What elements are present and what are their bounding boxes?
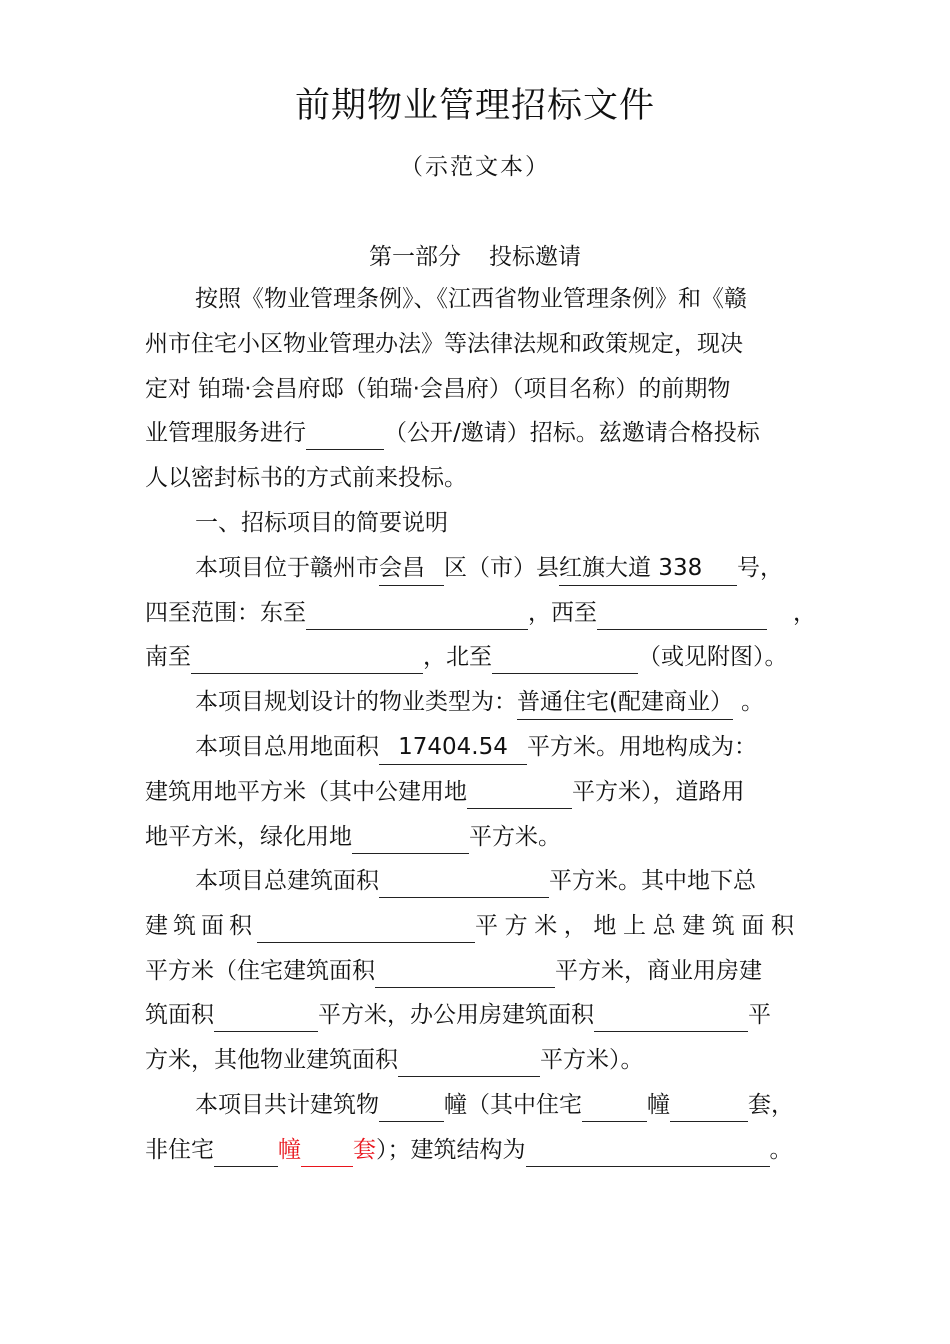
buildings-text-e: 非住宅 xyxy=(145,1137,214,1163)
property-type-line xyxy=(195,685,764,719)
non-residential-units-blank[interactable] xyxy=(301,1133,353,1167)
para1-line1: 按照《物业管理条例》、《江西省物业管理条例》和《赣 xyxy=(195,286,747,312)
land-line2 xyxy=(145,775,745,809)
location-text-a: 本项目位于赣州市 xyxy=(195,555,379,581)
tender-method-blank[interactable] xyxy=(306,416,384,450)
location-text-h: ，北至 xyxy=(423,644,492,670)
buildings-text-c: 幢 xyxy=(647,1092,670,1118)
north-boundary-blank[interactable] xyxy=(492,640,638,674)
land-text-b: 平方米。用地构成为： xyxy=(527,734,757,760)
para1-line2: 州市住宅小区物业管理办法》等法律法规和政策规定，现决 xyxy=(145,331,743,357)
total-building-area-blank[interactable] xyxy=(379,864,549,898)
building-area-text-i: 平 xyxy=(748,1002,771,1028)
building-area-line2 xyxy=(145,909,801,943)
part-heading xyxy=(0,238,950,271)
building-area-text-c: 建筑面积 xyxy=(145,913,257,939)
para1-line3: 定对 铂瑞·会昌府邸（铂瑞·会昌府）（项目名称）的前期物 xyxy=(145,376,731,402)
location-text-e: ，西至 xyxy=(528,600,597,626)
buildings-text-i: 。 xyxy=(769,1137,793,1163)
road-field[interactable]: 红旗大道 338 xyxy=(559,551,737,586)
document-title: 前期物业管理招标文件 xyxy=(294,86,655,126)
building-area-text-j: 方米，其他物业建筑面积 xyxy=(145,1047,398,1073)
building-area-text-f: 平方米，商业用房建 xyxy=(555,958,762,984)
part-number: 第一部分 xyxy=(369,244,461,270)
buildings-text-d: 套， xyxy=(748,1092,794,1118)
land-line3 xyxy=(145,820,561,854)
location-text-c: 号， xyxy=(737,555,783,581)
other-area-blank[interactable] xyxy=(398,1043,540,1077)
land-text-d: 平方米），道路用 xyxy=(572,779,745,805)
building-area-line3 xyxy=(145,954,762,988)
location-line1 xyxy=(195,551,783,585)
residential-area-blank[interactable] xyxy=(375,954,555,988)
total-buildings-blank[interactable] xyxy=(379,1088,444,1122)
building-area-text-k: 平方米）。 xyxy=(540,1047,644,1073)
land-text-c: 建筑用地平方米（其中公建用地 xyxy=(145,779,467,805)
section-heading: 一、招标项目的简要说明 xyxy=(195,510,448,536)
building-area-line4 xyxy=(145,998,771,1032)
residential-buildings-blank[interactable] xyxy=(582,1088,647,1122)
land-line1 xyxy=(195,730,757,764)
building-area-line5 xyxy=(145,1043,644,1077)
commercial-area-blank[interactable] xyxy=(214,998,318,1032)
para1-line4 xyxy=(145,416,760,450)
land-text-f: 平方米。 xyxy=(469,824,561,850)
west-boundary-blank[interactable] xyxy=(597,596,767,630)
property-type-text-b: 。 xyxy=(740,689,764,715)
residential-units-blank[interactable] xyxy=(670,1088,748,1122)
green-land-blank[interactable] xyxy=(352,820,469,854)
buildings-text-a: 本项目共计建筑物 xyxy=(195,1092,379,1118)
para1-line5: 人以密封标书的方式前来投标。 xyxy=(145,465,467,491)
buildings-line2 xyxy=(145,1133,793,1167)
buildings-text-g: 套 xyxy=(353,1137,376,1163)
structure-blank[interactable] xyxy=(526,1133,770,1167)
property-type-field[interactable]: 普通住宅(配建商业） xyxy=(517,685,733,720)
building-area-text-g: 筑面积 xyxy=(145,1002,214,1028)
building-area-text-d: 平方米，地上总建筑面积 xyxy=(475,913,801,939)
south-boundary-blank[interactable] xyxy=(191,640,423,674)
building-area-text-h: 平方米，办公用房建筑面积 xyxy=(318,1002,594,1028)
district-field[interactable]: 会昌 xyxy=(379,551,444,586)
location-text-i: （或见附图）。 xyxy=(638,644,788,670)
buildings-line1 xyxy=(195,1088,794,1122)
buildings-text-f: 幢 xyxy=(278,1137,301,1163)
para1-line4-text: 业管理服务进行 xyxy=(145,420,306,446)
east-boundary-blank[interactable] xyxy=(306,596,528,630)
para1-line4-rest: （公开/邀请）招标。兹邀请合格投标 xyxy=(384,420,760,446)
building-area-line1 xyxy=(195,864,756,898)
location-text-b: 区（市）县 xyxy=(444,555,559,581)
land-text-e: 地平方米，绿化用地 xyxy=(145,824,352,850)
public-building-land-blank[interactable] xyxy=(467,775,572,809)
building-area-text-a: 本项目总建筑面积 xyxy=(195,868,379,894)
location-text-f: ， xyxy=(793,600,816,626)
location-text-d: 四至范围：东至 xyxy=(145,600,306,626)
property-type-text-a: 本项目规划设计的物业类型为： xyxy=(195,689,517,715)
location-line2 xyxy=(145,596,816,630)
location-text-g: 南至 xyxy=(145,644,191,670)
building-area-text-b: 平方米。其中地下总 xyxy=(549,868,756,894)
office-area-blank[interactable] xyxy=(594,998,748,1032)
location-line3 xyxy=(145,640,788,674)
underground-area-blank[interactable] xyxy=(257,909,475,943)
document-subtitle: （示范文本） xyxy=(400,154,550,180)
land-text-a: 本项目总用地面积 xyxy=(195,734,379,760)
part-name: 投标邀请 xyxy=(489,244,581,270)
buildings-text-h: ）；建筑结构为 xyxy=(376,1137,526,1163)
land-area-field[interactable]: 17404.54 xyxy=(379,730,527,765)
non-residential-buildings-blank[interactable] xyxy=(214,1133,278,1167)
building-area-text-e: 平方米（住宅建筑面积 xyxy=(145,958,375,984)
buildings-text-b: 幢（其中住宅 xyxy=(444,1092,582,1118)
